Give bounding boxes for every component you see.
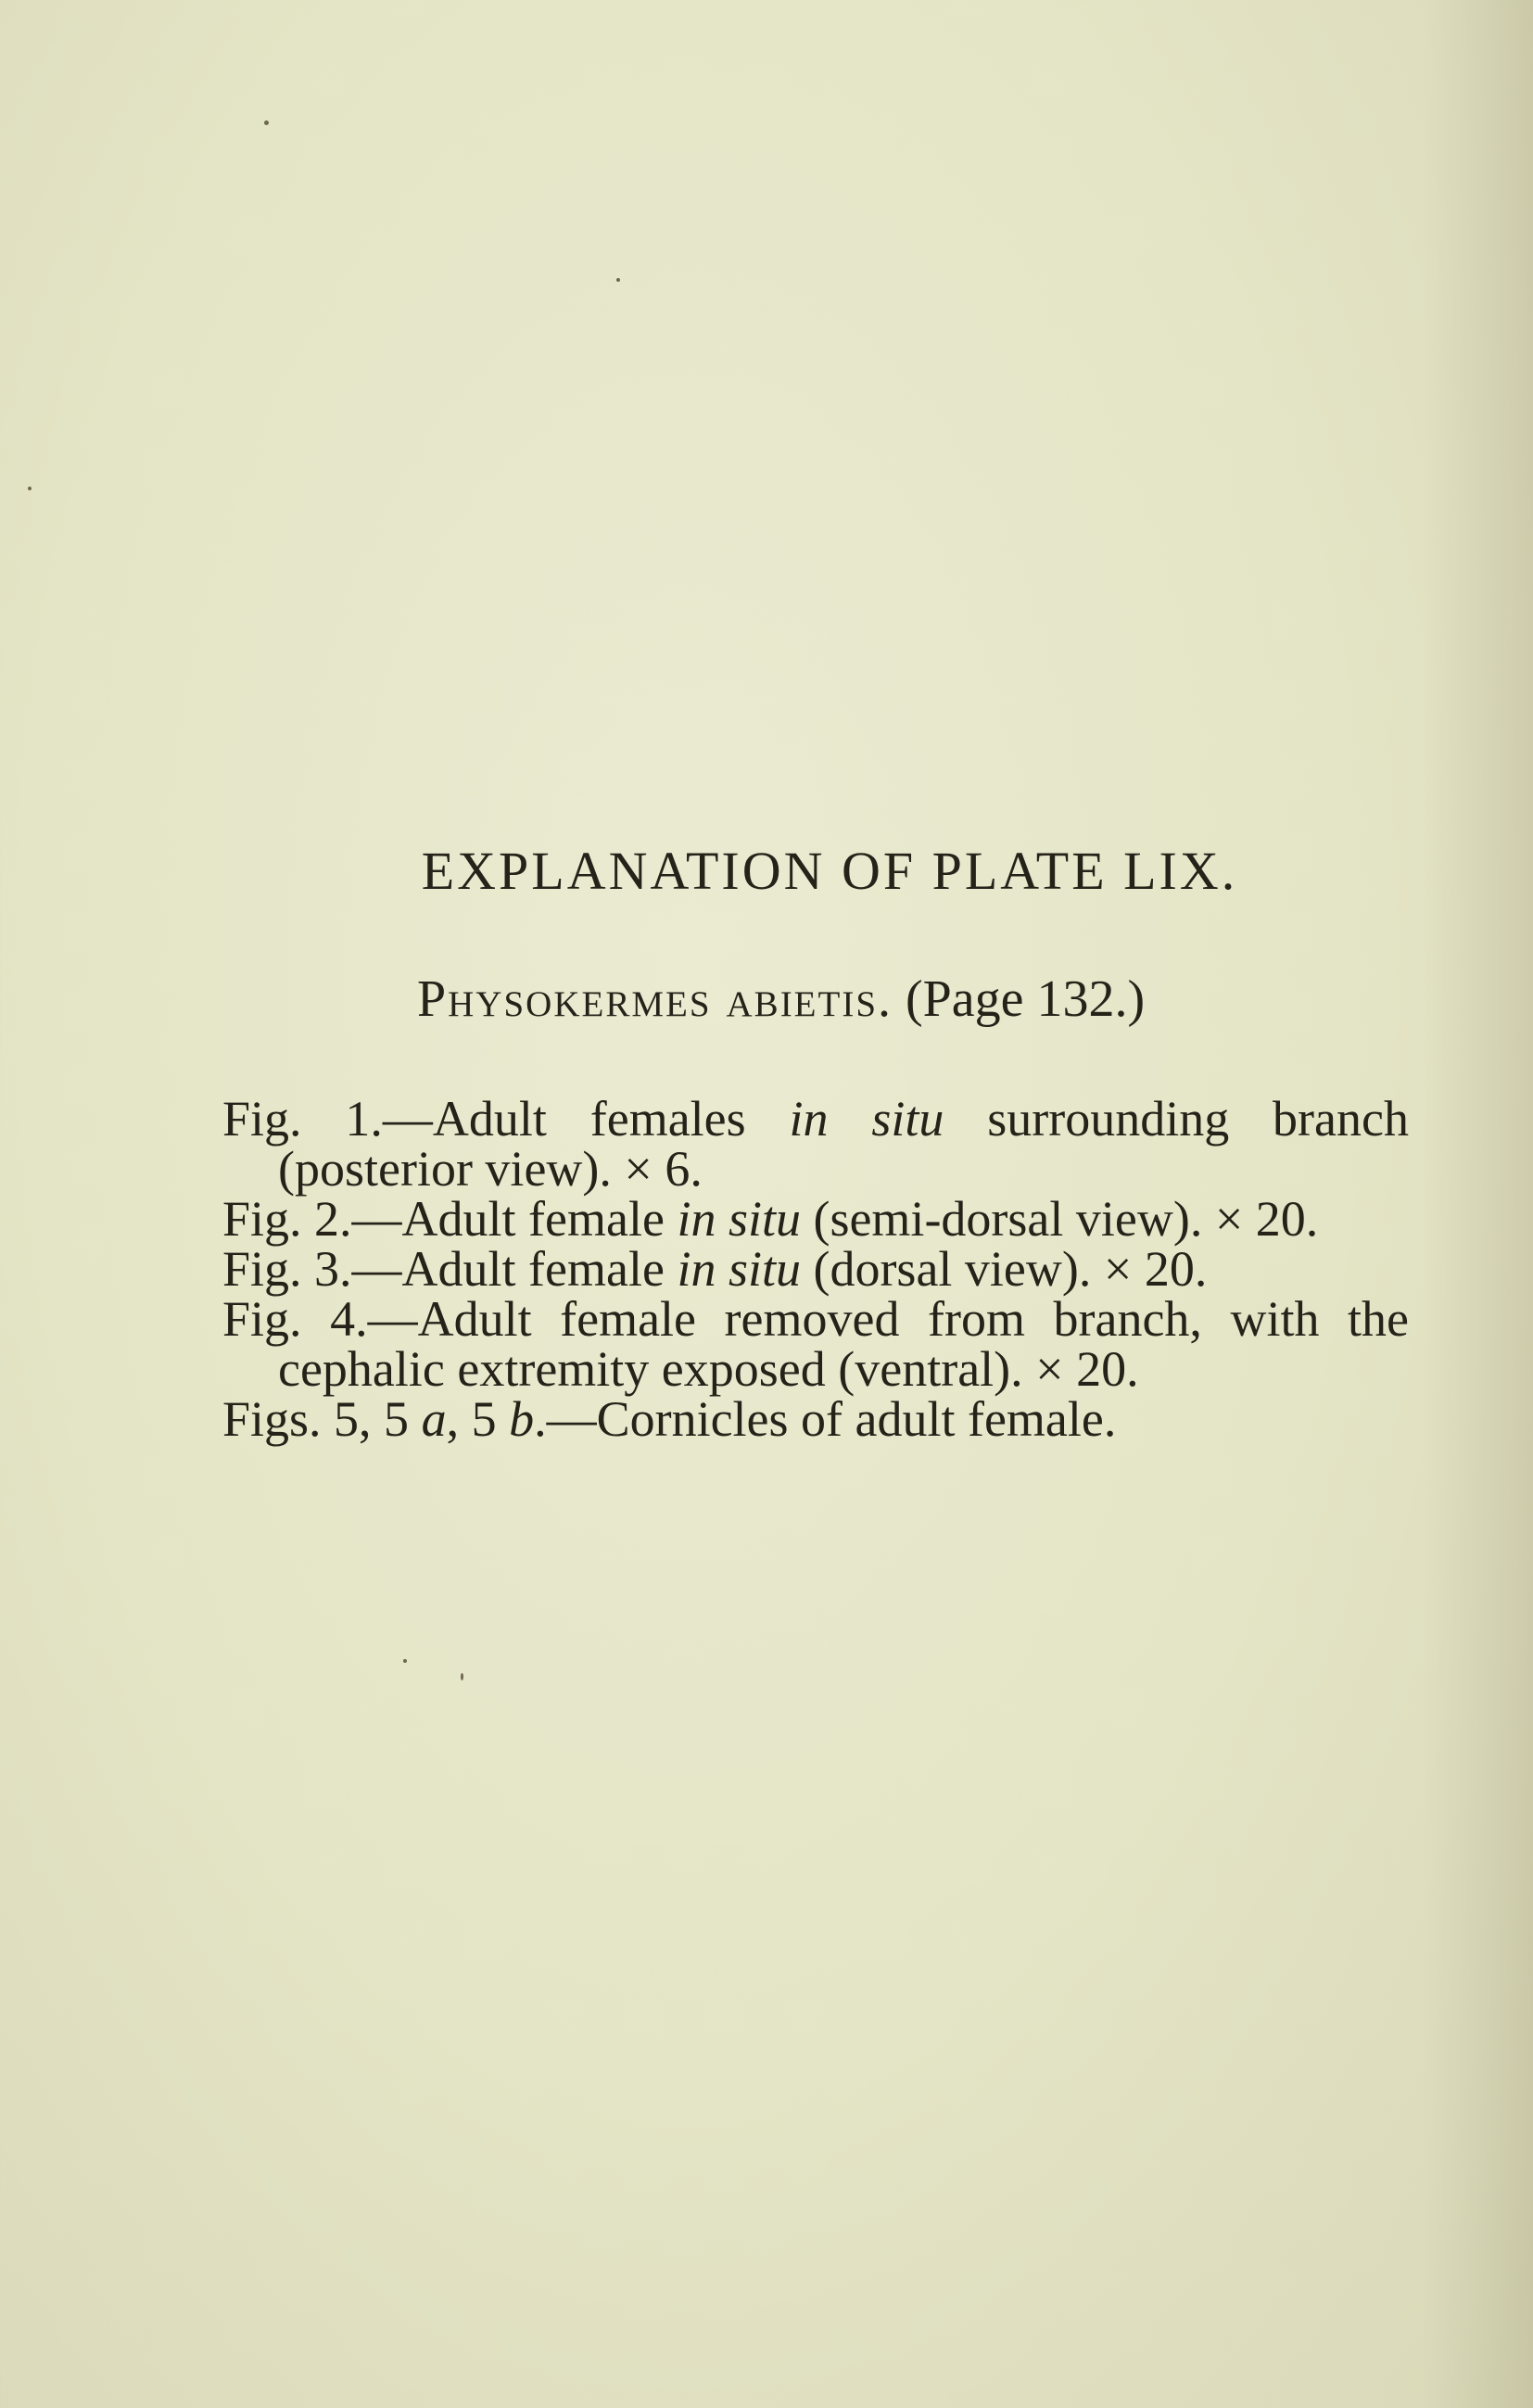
plate-title: EXPLANATION OF PLATE LIX. xyxy=(421,841,1238,901)
paper-speck xyxy=(264,120,269,125)
figure-entry-5-text: Figs. 5, 5 xyxy=(222,1391,422,1447)
figure-entry-3-italic: in situ xyxy=(677,1241,801,1297)
figure-entry-4-text: Fig. 4.—Adult female removed from branch, with the cephalic extremity exposed (ventral). × 20. xyxy=(222,1291,1409,1397)
paper-speck xyxy=(403,1659,407,1663)
figure-entry-5-italic-b: b xyxy=(509,1391,535,1447)
figure-entry-1 xyxy=(222,1091,1409,1197)
figure-entry-5-rest: .—Cornicles of adult female. xyxy=(534,1391,1117,1447)
figure-entry-2-text: Fig. 2.—Adult female xyxy=(222,1191,678,1247)
paper-speck xyxy=(616,278,620,282)
figure-entry-5-italic-a: a xyxy=(421,1391,447,1447)
species-heading xyxy=(417,969,1145,1030)
page-edge-shadow xyxy=(1422,0,1533,2408)
paper-speck xyxy=(461,1673,463,1680)
page-reference: (Page 132.) xyxy=(906,970,1146,1028)
figure-entry-1-italic: in situ xyxy=(789,1091,944,1147)
figure-entry-2 xyxy=(222,1191,1409,1247)
figure-entry-3-text: Fig. 3.—Adult female xyxy=(222,1241,678,1297)
figure-entry-3-rest: (dorsal view). × 20. xyxy=(800,1241,1208,1297)
figure-entry-2-rest: (semi-dorsal view). × 20. xyxy=(800,1191,1319,1247)
species-name: Physokermes abietis. xyxy=(417,970,893,1028)
figure-list xyxy=(222,1091,1409,1447)
figure-entry-1-text: Fig. 1.—Adult females xyxy=(222,1091,790,1147)
paper-speck xyxy=(28,487,32,490)
figure-entry-5 xyxy=(222,1391,1409,1447)
figure-entry-3 xyxy=(222,1241,1409,1297)
figure-entry-4 xyxy=(222,1291,1409,1397)
figure-entry-1-rest: surrounding branch (posterior view). × 6. xyxy=(278,1091,1409,1197)
figure-entry-2-italic: in situ xyxy=(677,1191,801,1247)
figure-entry-5-mid: , 5 xyxy=(446,1391,510,1447)
